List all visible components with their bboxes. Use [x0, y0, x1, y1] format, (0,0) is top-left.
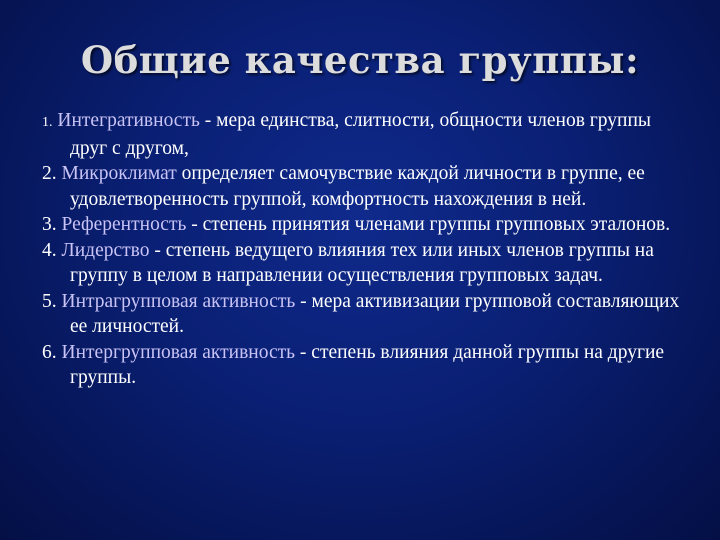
item-term: Микроклимат — [61, 163, 177, 184]
list-item — [42, 238, 692, 289]
item-term: Интрагрупповая активность — [61, 290, 296, 312]
slide-title: Общие качества группы: — [80, 38, 640, 82]
item-text: определяет самочувствие каждой личности в группе, ее удовлетворенность группой, комфортность нахождения в ней. — [70, 163, 645, 210]
item-term: Лидерство — [61, 239, 150, 261]
list-item — [42, 108, 692, 161]
qualities-list — [42, 108, 692, 391]
item-text: - мера единства, слитности, общности членов группы друг с другом, — [70, 110, 652, 159]
item-term: Референтность — [61, 214, 187, 235]
item-term: Интергрупповая активность — [61, 341, 296, 363]
list-item — [42, 161, 692, 212]
item-text: - степень принятия членами группы групповых эталонов. — [186, 214, 671, 235]
list-item — [42, 212, 692, 238]
item-term: Интегративность — [57, 110, 200, 131]
item-text: - степень влияния данной группы на другие группы. — [70, 341, 665, 388]
list-item — [42, 340, 692, 391]
item-text: - степень ведущего влияния тех или иных членов группы на группу в целом в направлении осуществления групповых задач. — [70, 239, 654, 286]
item-number: 1. — [42, 115, 53, 130]
list-item — [42, 289, 692, 340]
item-text: - мера активизации групповой составляющих ее личностей. — [70, 290, 680, 337]
item-number: 4. — [42, 239, 57, 261]
item-number: 3. — [42, 214, 57, 235]
item-number: 6. — [42, 341, 57, 363]
item-number: 2. — [42, 163, 57, 184]
item-number: 5. — [42, 290, 57, 312]
